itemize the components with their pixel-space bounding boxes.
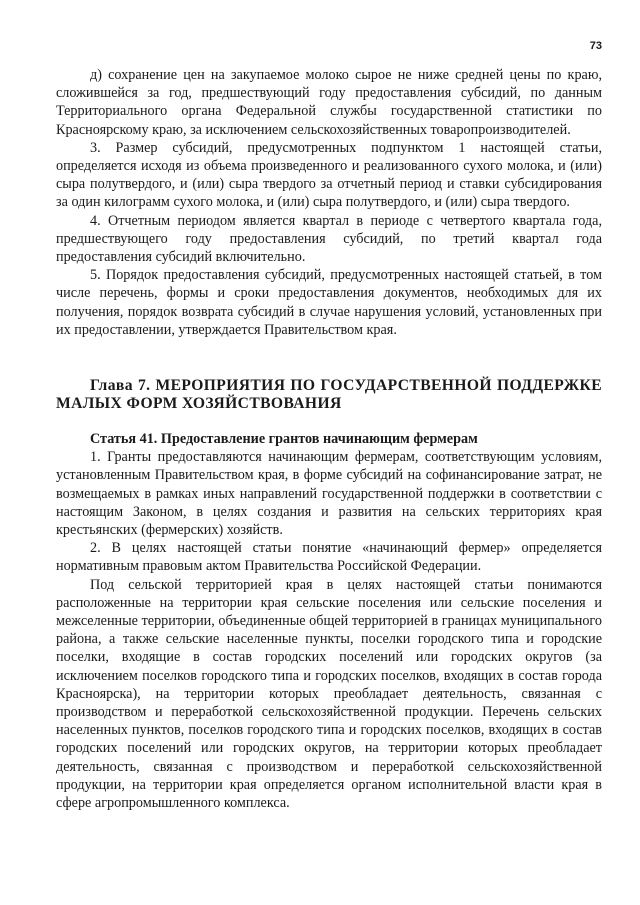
chapter-7-title: Глава 7. МЕРОПРИЯТИЯ ПО ГОСУДАРСТВЕННОЙ ПОДДЕРЖКЕ МАЛЫХ ФОРМ ХОЗЯЙСТВОВАНИЯ xyxy=(56,377,602,412)
article-41-rural-territory-definition: Под сельской территорией края в целях настоящей статьи понимаются расположенные на территории края сельские поселения или сельские поселения и межселенные территории, объединенные общей территорией в границах муниципального района, а также сельские населенные пункты, поселки городского типа и городские поселки, входящие в состав городских поселений или городских округов (за исключением поселков городского типа и городских поселков, входящих в состав города Красноярска), на территории которых преобладает деятельность, связанная с производством и переработкой сельскохозяйственной продукции. Перечень сельских населенных пунктов, поселков городского типа и городских поселков, входящих в состав городских поселений или городских округов, на территории которых преобладает деятельность, связанная с производством и переработкой сельскохозяйственной продукции, на территории края определяется органом исполнительной власти края в сфере агропромышленного комплекса. xyxy=(56,576,602,812)
paragraph-5-procedure: 5. Порядок предоставления субсидий, предусмотренных настоящей статьей, в том числе перечень, формы и сроки предоставления документов, необходимых для их получения, порядок возврата субсидий в случае нарушения условий, установленных при их предоставлении, утверждается Правительством края. xyxy=(56,267,602,338)
paragraph-3-subsidy-amount: 3. Размер субсидий, предусмотренных подпунктом 1 настоящей статьи, определяется исходя из объема произведенного и реализованного сухого молока, и (или) сыра полутвердого, и (или) сыра твердого за отчетный период и ставки субсидирования за один килограмм сухого молока, и (или) сыра полутвердого, и (или) сыра твердого. xyxy=(56,139,602,211)
article-41-paragraph-1: 1. Гранты предоставляются начинающим фермерам, соответствующим условиям, установленным Правительством края, в форме субсидий на софинансирование затрат, не возмещаемых в рамках иных направлений государственной поддержки в соответствии с настоящим Законом, в целях создания и развития на сельских территориях края крестьянских (фермерских) хозяйств. xyxy=(56,449,602,539)
continued-article-text xyxy=(56,66,602,339)
paragraph-4-reporting-period: 4. Отчетным периодом является квартал в периоде с четвертого квартала года, предшествующего году предоставления субсидий, по третий квартал года предоставления субсидий включительно. xyxy=(56,212,602,266)
paragraph-subitem-d: д) сохранение цен на закупаемое молоко сырое не ниже средней цены по краю, сложившейся за год, предшествующий году предоставления субсидий, по данным Территориального органа Федеральной службы государственной статистики по Красноярскому краю, за исключением сельскохозяйственных товаропроизводителей. xyxy=(56,67,602,138)
article-41-title: Статья 41. Предоставление грантов начинающим фермерам xyxy=(90,431,478,447)
article-41-paragraph-2: 2. В целях настоящей статьи понятие «начинающий фермер» определяется нормативным правовым актом Правительства Российской Федерации. xyxy=(56,540,602,575)
page-number: 73 xyxy=(589,40,602,52)
article-41 xyxy=(56,430,602,812)
